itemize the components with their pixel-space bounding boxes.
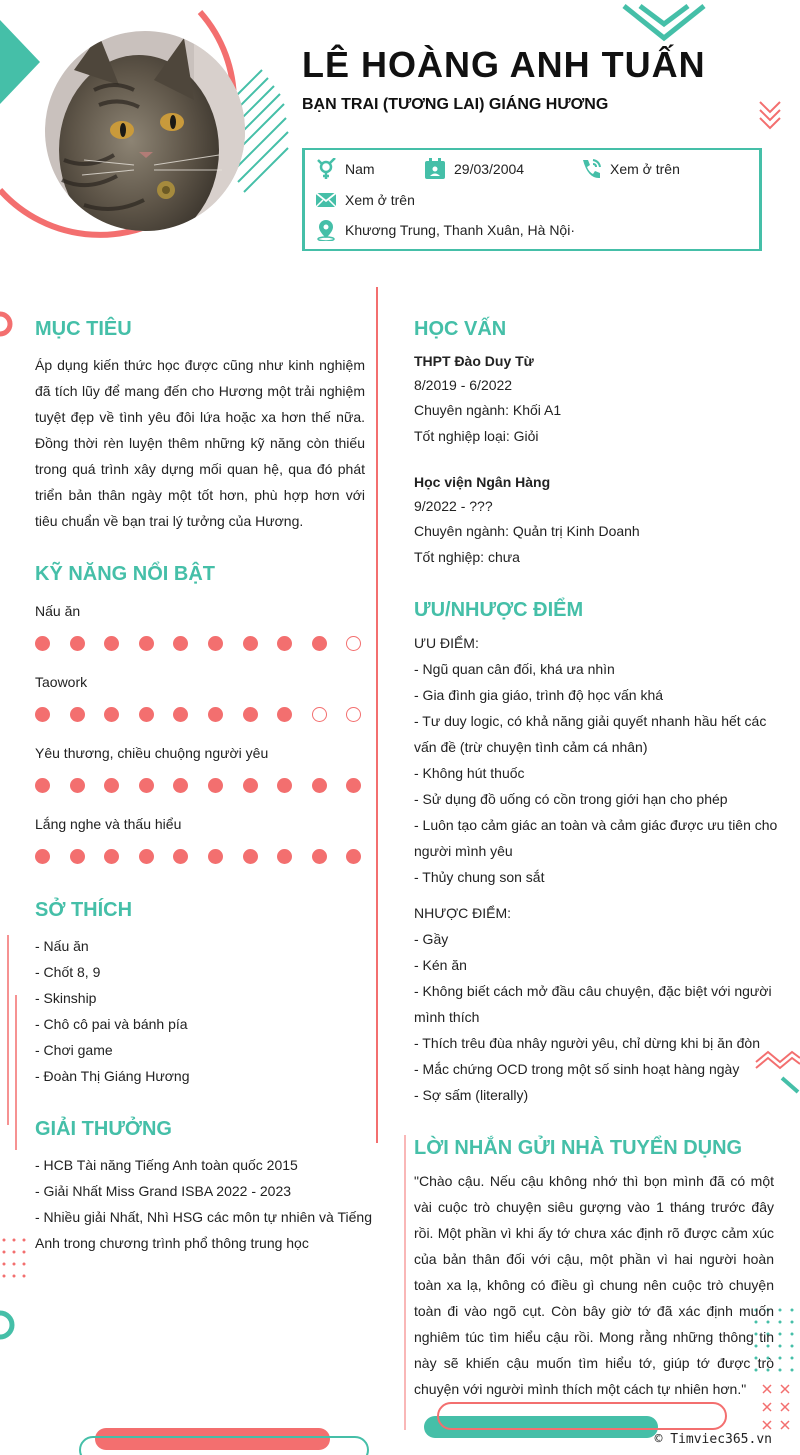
hobby-item: - Chơi game: [35, 1042, 113, 1058]
skill-dot-filled: [312, 778, 327, 793]
list-item: - Luôn tạo cảm giác an toàn và cảm giác được ưu tiên cho: [414, 817, 778, 833]
list-item: vấn đề (trừ chuyện tình cảm cá nhân): [414, 739, 648, 755]
objective-text: Áp dụng kiến thức học được cũng như kinh nghiệm đã tích lũy để mang đến cho Hương một trải nghiệm tuyệt đẹp về tình yêu đôi lứa hoặc xa hơn thế nữa. Đồng thời rèn luyện thêm những kỹ năng còn thiếu trong quá trình xây dựng mối quan hệ, qua đó phát triển bản thân ngày một tốt hơn, phù hợp hơn với tiêu chuẩn về bạn trai lý tưởng của Hương.: [35, 357, 365, 529]
skill-label: Taowork: [35, 674, 88, 690]
birthday-value: 29/03/2004: [454, 161, 525, 177]
list-item: - Kén ăn: [414, 957, 467, 973]
hobby-item: - Skinship: [35, 990, 97, 1006]
skill-dot-filled: [243, 778, 258, 793]
hobby-item: - Đoàn Thị Giáng Hương: [35, 1068, 190, 1084]
skill-dot-filled: [173, 707, 188, 722]
skill-dot-filled: [70, 636, 85, 651]
skill-dot-filled: [243, 707, 258, 722]
award-item: - Nhiều giải Nhất, Nhì HSG các môn tự nhiên và Tiếng: [35, 1209, 372, 1225]
skill-dot-filled: [35, 778, 50, 793]
school-period: 8/2019 - 6/2022: [414, 377, 513, 393]
hobby-item: - Chô cô pai và bánh pía: [35, 1016, 188, 1032]
school-major: Chuyên ngành: Quản trị Kinh Doanh: [414, 523, 640, 539]
skill-rating: [35, 707, 365, 723]
calendar-icon: [424, 158, 446, 180]
contact-address: [315, 219, 575, 241]
skill-dot-filled: [139, 849, 154, 864]
list-item: - Mắc chứng OCD trong một số sinh hoạt hàng ngày: [414, 1061, 740, 1077]
skill-dot-filled: [277, 707, 292, 722]
email-value: Xem ở trên: [345, 192, 415, 208]
skill-dot-filled: [312, 636, 327, 651]
skills-heading: KỸ NĂNG NỔI BẬT: [35, 563, 215, 585]
award-item: - Giải Nhất Miss Grand ISBA 2022 - 2023: [35, 1183, 292, 1199]
footer-credit: © Timviec365.vn: [654, 1432, 772, 1447]
phone-icon: [580, 158, 602, 180]
skill-dot-filled: [277, 636, 292, 651]
job-title: BẠN TRAI (TƯƠNG LAI) GIÁNG HƯƠNG: [302, 96, 609, 113]
skill-dot-filled: [35, 849, 50, 864]
skill-dot-filled: [70, 849, 85, 864]
skill-dot-empty: [312, 707, 327, 722]
contact-birthday: [424, 158, 524, 180]
skill-dot-filled: [243, 849, 258, 864]
skill-dot-filled: [139, 778, 154, 793]
school-major: Chuyên ngành: Khối A1: [414, 402, 562, 418]
skill-dot-filled: [208, 849, 223, 864]
skill-dot-filled: [104, 707, 119, 722]
skill-dot-filled: [139, 707, 154, 722]
skill-dot-empty: [346, 707, 361, 722]
skill-dot-filled: [243, 636, 258, 651]
skill-dot-filled: [346, 849, 361, 864]
school-result: Tốt nghiệp: chưa: [414, 549, 520, 565]
cons-label: NHƯỢC ĐIỂM:: [414, 905, 512, 921]
contact-email: [315, 189, 415, 211]
list-item: - Sợ sấm (literally): [414, 1087, 529, 1103]
email-icon: [315, 189, 337, 211]
list-item: - Sử dụng đồ uống có cồn trong giới hạn cho phép: [414, 791, 728, 807]
list-item: - Tư duy logic, có khả năng giải quyết nhanh hầu hết các: [414, 713, 767, 729]
contact-gender: [315, 158, 375, 180]
school-name: THPT Đào Duy Từ: [414, 353, 534, 369]
skill-dot-empty: [346, 636, 361, 651]
hobby-item: - Nấu ăn: [35, 938, 89, 954]
list-item: - Không hút thuốc: [414, 765, 525, 781]
hobby-item: - Chốt 8, 9: [35, 964, 101, 980]
skill-dot-filled: [139, 636, 154, 651]
list-item: - Thủy chung son sắt: [414, 869, 545, 885]
location-icon: [315, 219, 337, 241]
skill-dot-filled: [104, 778, 119, 793]
list-item: - Không biết cách mở đầu câu chuyện, đặc biệt với người: [414, 983, 772, 999]
skill-label: Lắng nghe và thấu hiểu: [35, 816, 182, 832]
contact-box: [302, 148, 762, 251]
skill-dot-filled: [173, 849, 188, 864]
candidate-name: LÊ HOÀNG ANH TUẤN: [302, 44, 706, 85]
skill-dot-filled: [208, 778, 223, 793]
skill-dot-filled: [312, 849, 327, 864]
list-item: - Gầy: [414, 931, 449, 947]
list-item: - Gia đình gia giáo, trình độ học vấn khá: [414, 687, 664, 703]
skill-dot-filled: [173, 636, 188, 651]
skill-dot-filled: [277, 778, 292, 793]
phone-value: Xem ở trên: [610, 161, 680, 177]
list-item: - Thích trêu đùa nhây người yêu, chỉ dừng khi bị ăn đòn: [414, 1035, 760, 1051]
award-item: Anh trong chương trình phổ thông trung học: [35, 1235, 309, 1251]
message-text: "Chào cậu. Nếu cậu không nhớ thì bọn mình đã có một vài cuộc trò chuyện siêu gượng vào 1 tháng trước đây rồi. Một phần vì khi ấy tớ chưa xác định rõ được cảm xúc của bản thân đối với cậu, một phần vì hai người hoàn toàn xa lạ, không có điều gì chung nên cuộc trò chuyện toàn đi vào ngõ cụt. Còn bây giờ tớ đã xác định muốn nghiêm túc tìm hiểu cậu rồi. Mong rằng những thông tin này sẽ khiến cậu muốn tìm hiểu tớ, giúp tớ được trò chuyện với người mình thích một cách tự nhiên hơn.": [414, 1173, 774, 1397]
skill-dot-filled: [173, 778, 188, 793]
skill-dot-filled: [104, 636, 119, 651]
list-item: người mình yêu: [414, 843, 513, 859]
skill-dot-filled: [208, 707, 223, 722]
school-result: Tốt nghiệp loại: Giỏi: [414, 428, 539, 444]
objective-heading: MỤC TIÊU: [35, 318, 132, 340]
hobbies-heading: SỞ THÍCH: [35, 899, 133, 921]
gender-value: Nam: [345, 161, 375, 177]
school-name: Học viện Ngân Hàng: [414, 474, 551, 490]
skill-label: Nấu ăn: [35, 603, 81, 619]
skill-dot-filled: [208, 636, 223, 651]
pros-label: ƯU ĐIỂM:: [414, 635, 479, 651]
skill-rating: [35, 778, 365, 794]
address-value: Khương Trung, Thanh Xuân, Hà Nội·: [345, 222, 575, 238]
avatar: [44, 30, 246, 232]
list-item: mình thích: [414, 1009, 480, 1025]
skill-dot-filled: [104, 849, 119, 864]
skill-dot-filled: [70, 778, 85, 793]
skill-dot-filled: [277, 849, 292, 864]
education-heading: HỌC VẤN: [414, 318, 507, 340]
gender-icon: [315, 158, 337, 180]
skill-dot-filled: [346, 778, 361, 793]
skill-label: Yêu thương, chiều chuộng người yêu: [35, 745, 269, 761]
skill-rating: [35, 636, 365, 652]
contact-phone: [580, 158, 680, 180]
list-item: - Ngũ quan cân đối, khá ưa nhìn: [414, 661, 615, 677]
school-period: 9/2022 - ???: [414, 498, 493, 514]
pros-cons-heading: ƯU/NHƯỢC ĐIỂM: [414, 599, 584, 621]
awards-heading: GIẢI THƯỞNG: [35, 1118, 172, 1140]
award-item: - HCB Tài năng Tiếng Anh toàn quốc 2015: [35, 1157, 298, 1173]
message-heading: LỜI NHẮN GỬI NHÀ TUYỂN DỤNG: [414, 1137, 743, 1159]
skill-rating: [35, 849, 365, 865]
skill-dot-filled: [35, 636, 50, 651]
skill-dot-filled: [70, 707, 85, 722]
skill-dot-filled: [35, 707, 50, 722]
